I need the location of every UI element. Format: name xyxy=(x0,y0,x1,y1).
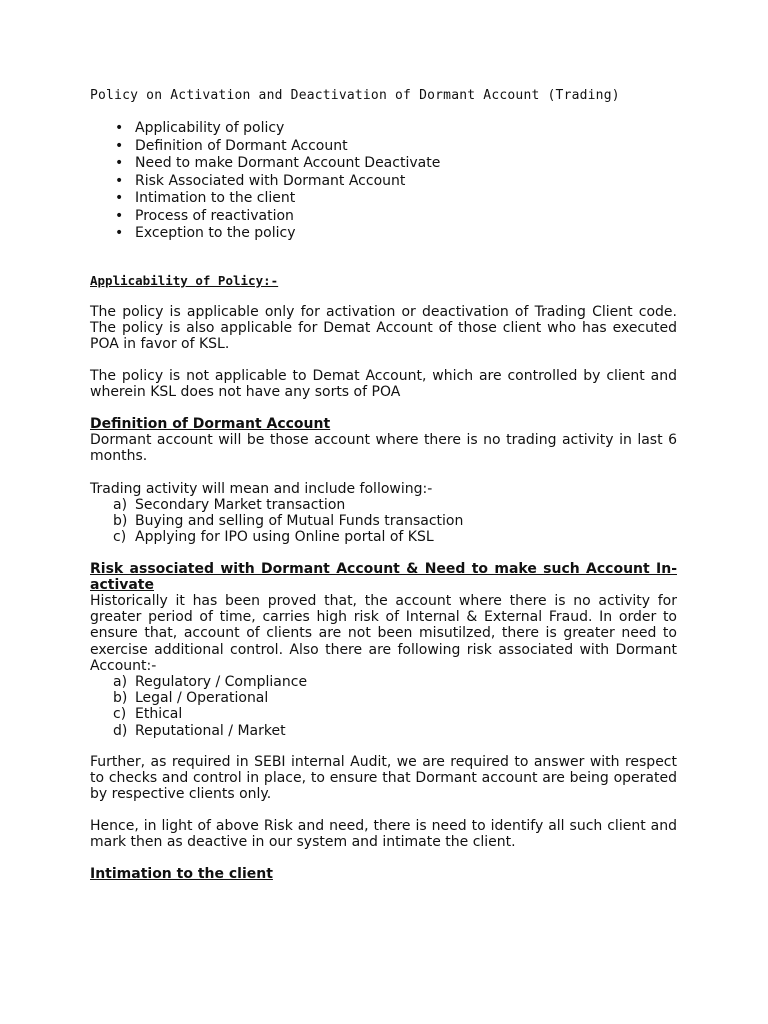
toc-item xyxy=(90,155,440,173)
list-marker: a) xyxy=(113,497,128,513)
bullet-icon: • xyxy=(115,207,124,224)
list-item-text: Reputational / Market xyxy=(135,722,286,739)
toc-item-label: Need to make Dormant Account Deactivate xyxy=(135,155,441,171)
applicability-exclusion-paragraph: The policy is not applicable to Demat Account, which are controlled by client and wherein KSL does not have any sorts of POA xyxy=(90,368,677,401)
sebi-audit-paragraph: Further, as required in SEBI internal Audit, we are required to answer with respect to checks and control in place, to ensure that Dormant account are being operated by respective clients only. xyxy=(90,754,677,803)
applicability-heading: Applicability of Policy:- xyxy=(90,273,279,288)
list-item-text: Regulatory / Compliance xyxy=(135,674,308,690)
risk-paragraph: Historically it has been proved that, the account where there is no activity for greater period of time, carries high risk of Internal & External Fraud. In order to ensure that, account of clients are not been misutilzed, there is greater need to exercise additional control. Also there are following risk associated with Dormant Account:- xyxy=(90,593,677,674)
list-marker: b) xyxy=(113,690,128,707)
toc-item-label: Risk Associated with Dormant Account xyxy=(135,172,406,189)
list-marker: c) xyxy=(113,706,127,723)
toc-item xyxy=(90,120,440,138)
list-item xyxy=(90,706,307,722)
list-marker: a) xyxy=(113,674,128,690)
bullet-icon: • xyxy=(115,155,124,171)
list-item xyxy=(90,690,307,706)
bullet-icon: • xyxy=(115,190,124,206)
toc-item xyxy=(90,173,440,191)
document-title: Policy on Activation and Deactivation of Dormant Account (Trading) xyxy=(90,88,620,103)
list-marker: c) xyxy=(113,529,127,546)
toc-item-label: Process of reactivation xyxy=(135,207,294,224)
table-of-contents xyxy=(90,120,440,243)
toc-item-label: Exception to the policy xyxy=(135,225,296,241)
risk-heading: Risk associated with Dormant Account & Need to make such Account In-activate xyxy=(90,561,677,593)
risk-list xyxy=(90,674,307,739)
list-item-text: Buying and selling of Mutual Funds transaction xyxy=(135,513,464,530)
list-item xyxy=(90,674,307,690)
toc-item-label: Intimation to the client xyxy=(135,190,296,206)
bullet-icon: • xyxy=(115,172,124,189)
list-item-text: Legal / Operational xyxy=(135,690,269,707)
list-item-text: Secondary Market transaction xyxy=(135,497,346,513)
toc-item xyxy=(90,225,440,243)
toc-item xyxy=(90,190,440,208)
toc-item-label: Applicability of policy xyxy=(135,120,285,136)
list-item-text: Applying for IPO using Online portal of KSL xyxy=(135,529,434,546)
list-item-text: Ethical xyxy=(135,706,183,723)
applicability-paragraph: The policy is applicable only for activation or deactivation of Trading Client code. The policy is also applicable for Demat Account of those client who has executed POA in favor of KSL. xyxy=(90,304,677,353)
bullet-icon: • xyxy=(115,120,124,136)
conclusion-paragraph: Hence, in light of above Risk and need, there is need to identify all such client and mark then as deactive in our system and intimate the client. xyxy=(90,818,677,851)
toc-item xyxy=(90,138,440,156)
list-item xyxy=(90,529,463,545)
toc-item xyxy=(90,208,440,226)
list-item xyxy=(90,513,463,529)
list-marker: d) xyxy=(113,722,128,739)
definition-heading: Definition of Dormant Account xyxy=(90,416,331,432)
trading-activity-intro: Trading activity will mean and include following:- xyxy=(90,481,433,497)
toc-item-label: Definition of Dormant Account xyxy=(135,137,348,154)
intimation-heading: Intimation to the client xyxy=(90,866,273,882)
bullet-icon: • xyxy=(115,137,124,154)
definition-paragraph: Dormant account will be those account where there is no trading activity in last 6 months. xyxy=(90,432,677,465)
list-marker: b) xyxy=(113,513,128,530)
trading-activity-list xyxy=(90,497,463,546)
list-item xyxy=(90,497,463,513)
bullet-icon: • xyxy=(115,225,124,241)
list-item xyxy=(90,723,307,739)
